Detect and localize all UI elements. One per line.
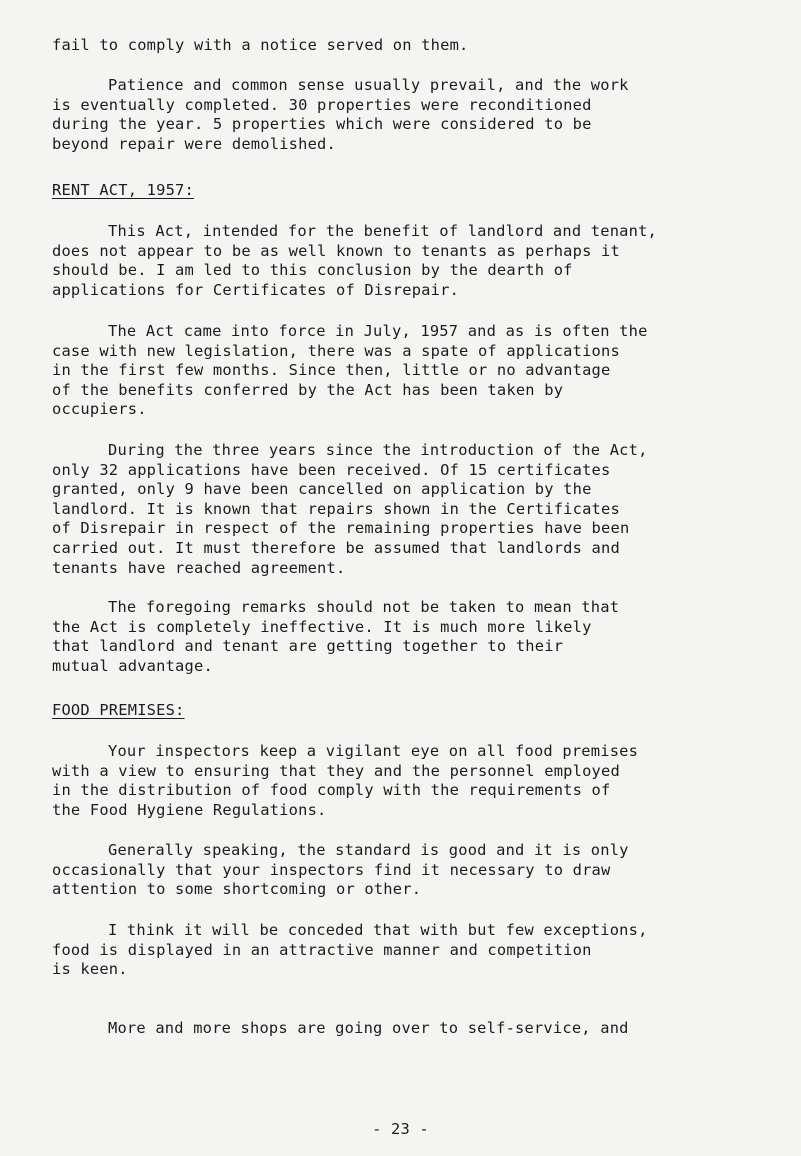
food-premises-heading: FOOD PREMISES:	[52, 701, 185, 719]
intro-paragraph: Patience and common sense usually prevail, and the work is eventually completed. 30 properties were reconditioned during the year. 5 properties which were considered to be beyond repair were demolished.	[52, 76, 629, 153]
food-premises-paragraph-1: Your inspectors keep a vigilant eye on all food premises with a view to ensuring that they and the personnel employed in the distribution of food comply with the requirements of the Food Hygiene Regulations.	[52, 742, 639, 819]
intro-continuation-text: fail to comply with a notice served on them.	[52, 36, 469, 54]
food-premises-paragraph-4: More and more shops are going over to self-service, and	[108, 1019, 629, 1037]
rent-act-heading: RENT ACT, 1957:	[52, 181, 194, 199]
rent-act-paragraph-3: During the three years since the introduction of the Act, only 32 applications have been received. Of 15 certificates granted, only 9 have been cancelled on application by the landlord. It is known that repairs shown in the Certificates of Disrepair in respect of the remaining properties have been carried out. It must therefore be assumed that landlords and tenants have reached agreement.	[52, 441, 648, 577]
page-number: - 23 -	[372, 1120, 429, 1138]
rent-act-paragraph-1: This Act, intended for the benefit of landlord and tenant, does not appear to be as well known to tenants as perhaps it should be. I am led to this conclusion by the dearth of applications for Certificates of Disrepair.	[52, 222, 658, 299]
rent-act-paragraph-4: The foregoing remarks should not be taken to mean that the Act is completely ineffective. It is much more likely that landlord and tenant are getting together to their mutual advantage.	[52, 598, 620, 675]
rent-act-paragraph-2: The Act came into force in July, 1957 and as is often the case with new legislation, there was a spate of applications in the first few months. Since then, little or no advantage of the benefits conferred by the Act has been taken by occupiers.	[52, 322, 648, 419]
food-premises-paragraph-3: I think it will be conceded that with but few exceptions, food is displayed in an attractive manner and competition is keen.	[52, 921, 648, 979]
food-premises-paragraph-2: Generally speaking, the standard is good and it is only occasionally that your inspectors find it necessary to draw attention to some shortcoming or other.	[52, 841, 629, 899]
